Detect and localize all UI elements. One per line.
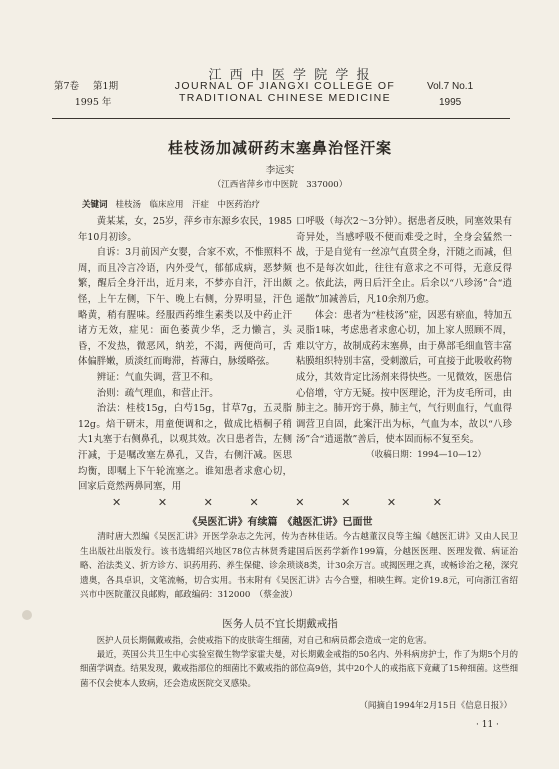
article-author: 李远实 xyxy=(265,165,295,176)
header-left xyxy=(54,79,118,111)
section-divider xyxy=(112,496,442,509)
divider-mark: ✕ xyxy=(432,496,442,509)
journal-title-en-line1: JOURNAL OF JIANGXI COLLEGE OF xyxy=(174,80,396,92)
divider-mark: ✕ xyxy=(249,496,259,509)
issue-cn: 第1期 xyxy=(93,81,119,92)
article-paragraph: 体会：患者为“桂枝汤”症，因恶有瘀血，特加五灵脂1味，考虑患者求愈心切，加上家人照顾不周，难以守方，故制成药末塞鼻，由于鼻部毛细血管丰富粘膜组织特别丰富，受刺激后，可直接于此吸收药物成分，其效肯定比汤剂来得快些。一见微效，医患信心倍增，守方无疑。按中医理论，汗为皮毛所司，由肺主之。肺开窍于鼻，肺主气，气行则血行，气血得调营卫自固，此案汗出为标，气血为本，故以“八珍汤”合“逍遥散”善后，使本固而标不复至矣。 xyxy=(296,309,512,446)
article-title: 桂枝汤加减研药末塞鼻治怪汗案 xyxy=(167,139,392,157)
notice-body xyxy=(80,530,518,603)
divider-mark: ✕ xyxy=(386,496,397,509)
year-left: 1995 年 xyxy=(74,97,112,108)
article-column-left xyxy=(78,214,292,495)
article-paragraph: 辨证：气血失调，营卫不和。 xyxy=(96,371,219,383)
journal-title-en xyxy=(150,80,420,104)
article-paragraph: 自诉：3月前因产女婴，合家不欢，不惟照料不周，而且冷言冷语，内外受气，郁郁成病，恶梦频繁，醒后全身汗出，近月来，不梦亦自汗，汗出颇怪，上午左侧，下午、晚上右侧，分界明显，汗色略黄，稍有腥味。经服西药维生素类以及中药止汗诸方无效，症见：面色萎黄少华，乏力懒言，头昏，不发热，微恶风，纳差，不渴，两便尚可，舌体偏胖嫩，质淡红而晦滞，苔薄白，脉缓略弦。 xyxy=(78,247,292,368)
article-affiliation: （江西省萍乡市中医院 337000） xyxy=(212,180,348,190)
keywords-text: 桂枝汤 临床应用 汗症 中医药治疗 xyxy=(115,200,261,210)
news-source: （闻摘自1994年2月15日《信息日报》） xyxy=(359,701,512,711)
year-right: 1995 xyxy=(438,97,462,108)
news-paragraph: 医护人员长期佩戴戒指，会使戒指下的皮肤寄生细菌，对自己和病员都会造成一定的危害。 xyxy=(96,635,432,645)
article-column-right xyxy=(296,214,512,464)
header-divider xyxy=(52,118,510,119)
page-number: · 11 · xyxy=(476,720,499,730)
journal-title-en-line2: TRADITIONAL CHINESE MEDICINE xyxy=(178,92,392,104)
volume-cn: 第7卷 xyxy=(54,81,80,92)
article-paragraph: 治则：疏气理血，和营止汗。 xyxy=(96,387,219,399)
divider-mark: ✕ xyxy=(157,496,168,509)
news-body xyxy=(80,633,518,690)
keywords-label: 关键词 xyxy=(82,200,108,210)
notice-paragraph: 清时唐大烈编《吴医汇讲》开医学杂志之先河，传为杏林佳话。今古越董汉良等主编《越医汇讲》又由人民卫生出版社出版发行。该书选辑绍兴地区78位古林贤秀建国后医药学新作199篇，分越医医理、医理发微、病证治略、治法类义、折方诊方、识药用药、养生保健、诊余琐谈8类，计30余万言。或揭医理之真，或畅诊治之秘，深究遗奥，各具卓识，文笔流畅，切合实用。书末附有《吴医汇讲》古今合璧，相映生辉。定价19.8元，可向浙江省绍兴市中医院董汉良邮购，邮政编码：312000 （蔡金波） xyxy=(80,532,518,601)
divider-mark: ✕ xyxy=(112,496,122,509)
article-paragraph: 黄某某，女，25岁，萍乡市东源乡农民，1985年10月初诊。 xyxy=(78,216,292,243)
divider-mark: ✕ xyxy=(295,496,305,509)
binding-hole-icon xyxy=(22,610,32,620)
header-right xyxy=(427,79,473,111)
journal-title-cn: 江 西 中 医 学 院 学 报 xyxy=(208,68,372,83)
volume-en: Vol.7 No.1 xyxy=(427,81,474,92)
divider-mark: ✕ xyxy=(203,496,213,509)
news-paragraph: 最近，英国公共卫生中心实验室微生物学家霍夫曼，对长期戴金戒指的50名内、外科病房护士，作了为期5个月的细菌学调查。结果发现，戴戒指部位的细菌比不戴戒指的部位高9倍，其中20个人的戒指底下竟藏了15种细菌。这些细菌不仅会使本人致病，还会造成医院交叉感染。 xyxy=(80,649,518,688)
news-title: 医务人员不宜长期戴戒指 xyxy=(222,618,338,630)
divider-mark: ✕ xyxy=(341,496,351,509)
article-paragraph: 口呼吸（每次2～3分钟）。据患者反映，同塞效果有奇异处，当感呼吸不便而难受之时，全身会猛然一战，于是自觉有一丝凉气直贯全身，汗随之而减，但也不是每次如此，往往有意求之不可得，无意反得之。依此法，两日后汗全止。后余以“八珍汤”合“逍遥散”加减善后，凡10余剂乃愈。 xyxy=(296,216,512,305)
article-paragraph: 治法：桂枝15g，白芍15g，甘草7g，五灵脂12g。焙干研末，用童便调和之，做成比梧桐子稍大1丸塞于右侧鼻孔，以观其效。次日患者告，左侧汗减，于是嘱改塞左鼻孔，又告，右侧汗减。医思均衡，即嘱上下午轮流塞之。谁知患者求愈心切，回家后竟然两鼻同塞，用 xyxy=(78,403,292,493)
received-date: （收稿日期：1994—10—12） xyxy=(366,449,486,460)
keywords-line xyxy=(82,198,260,210)
notice-title: 《吴医汇讲》有续篇 《越医汇讲》已面世 xyxy=(187,517,373,528)
